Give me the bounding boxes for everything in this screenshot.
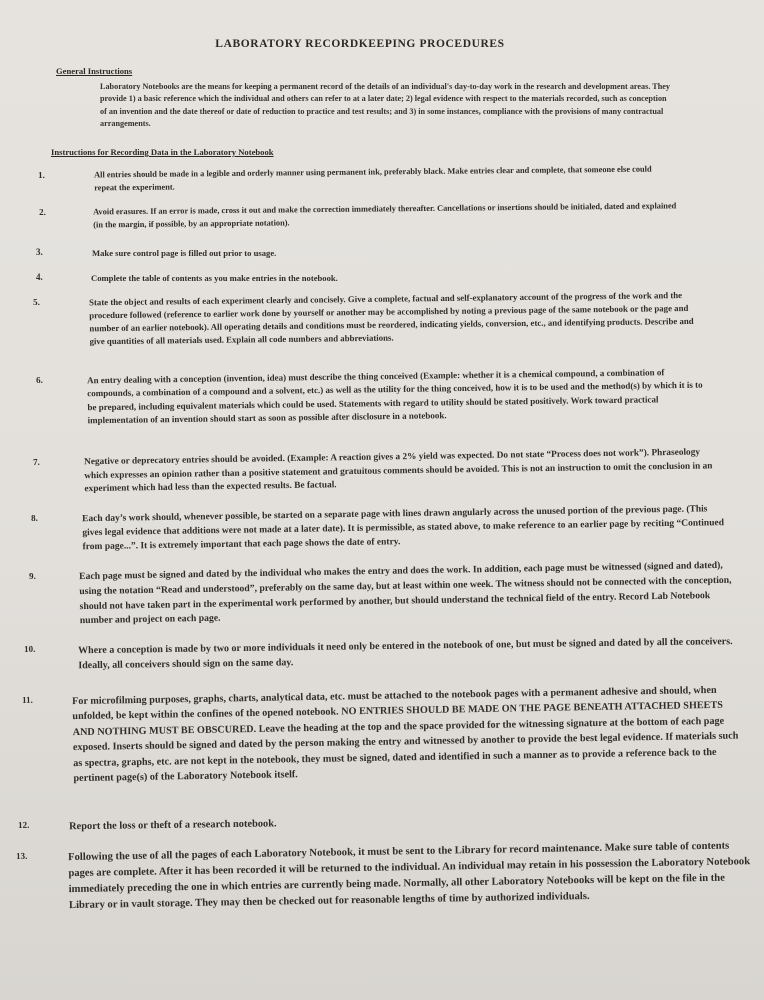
item-text: An entry dealing with a conception (invention, idea) must describe the thing conceived (Example: whether it is a chemical compound, a combination of compounds, a combination of a compound and a solvent, etc.) as well as the utility for the thing conceived, how it is to be used and the method(s) by which it is to be prepared, including equivalent materials which could be used. Statements with regard to utility should be stated positively. Work toward practical implementation of an invention should start as soon as possible after disclosure in a notebook. [87,367,703,426]
item-number: 11. [22,694,33,705]
item-text: For microfilming purposes, graphs, charts, analytical data, etc. must be attached to the notebook pages with a permanent adhesive and should, when unfolded, be kept within the confines of the opened notebook. NO ENTRIES SHOULD BE MADE ON THE PAGE BENEATH ATTACHED SHEETS AND NOTHING MUST BE OBSCURED. Leave the heading at the top and the space provided for the witnessing signature at the bottom of each page exposed. Inserts should be signed and dated by the person making the entry and witnessed by another to provide the best legal evidence. If materials such as spectra, graphs, etc. are not kept in the notebook, they must be signed, dated and identified in such a manner as to provide a reference back to the pertinent page(s) of the Laboratory Notebook itself. [72,684,739,785]
item-number: 2. [39,206,46,217]
item-text: Each page must be signed and dated by the individual who makes the entry and does the work. In addition, each page must be witnessed (signed and dated), using the notation “Read and understood”, preferably on the same day, but at least within one week. The witness should not be connected with the conception, should not have taken part in the experimental work performed by another, but should understand the technical field of the entry. Record Lab Notebook number and project on each page. [79,559,732,627]
page-title: LABORATORY RECORDKEEPING PROCEDURES [215,38,505,50]
item-number: 3. [36,247,43,257]
item-number: 1. [38,169,45,180]
item-text: Complete the table of contents as you make entries in the notebook. [91,273,338,283]
recording-instructions-heading: Instructions for Recording Data in the Laboratory Notebook [51,147,274,157]
item-text: Following the use of all the pages of each Laboratory Notebook, it must be sent to the Library for record maintenance. Make sure table of contents pages are complete. After it has been recorded it will be returned to the individual. An individual may retain in his possession the Laboratory Notebook immediately preceding the one in which entries are currently being made. Normally, all other Laboratory Notebooks will be kept on the file in the Library or in vault storage. They may then be checked out for reasonable lengths of time by authorized individuals. [68,840,751,911]
item-text: Each day’s work should, whenever possible, be started on a separate page with lines drawn angularly across the unused portion of the previous page. (This gives legal evidence that additions were not made at a later date). It is permissible, as stated above, to make reference to an earlier page by reciting “Continued from page...”. It is extremely important that each page shows the date of entry. [82,504,725,553]
item-text: State the object and results of each experiment clearly and concisely. Give a complete, factual and self-explanatory account of the progress of the work and the procedure followed (reference to earlier work done by yourself or another may be accomplished by noting a previous page of the same notebook or the page and number of an earlier notebook). All operating details and conditions must be reordered, indicating yields, conversion, etc., and identifying products. Describe and give quantities of all materials used. Explain all code numbers and abbreviations. [89,290,694,347]
item-number: 6. [36,374,43,385]
item-number: 7. [33,456,40,467]
item-text: Where a conception is made by two or more individuals it need only be entered in the notebook of one, but must be signed and dated by all the conceivers. Ideally, all conceivers should sign on the same day. [78,636,733,672]
item-text: Make sure control page is filled out prior to usage. [92,248,277,258]
item-text: Negative or deprecatory entries should be avoided. (Example: A reaction gives a 2% yield was expected. Do not state “Process does not work”). Phraseology which expresses an opinion rather than a positive statement and gratuitous comments should be avoided. This is not an instruction to omit the conclusion in an experiment which had less than the expected results. Be factual. [84,447,713,495]
item-number: 10. [24,643,36,654]
item-number: 13. [16,850,28,861]
item-text: Report the loss or theft of a research notebook. [69,818,277,833]
item-text: All entries should be made in a legible and orderly manner using permanent ink, preferably black. Make entries clear and complete, that someone else could repeat the experiment. [94,164,652,193]
item-number: 5. [33,296,40,307]
item-number: 4. [36,272,43,282]
general-instructions-text: Laboratory Notebooks are the means for keeping a permanent record of the details of an individual's day-to-day work in the research and development areas. They provide 1) a basic reference which the individual and others can refer to at a later date; 2) legal evidence with respect to the materials recorded, such as conception of an invention and the date thereof or date of reduction to practice and test results; and 3) in some instances, compliance with the provisions of many contractual arrangements. [100,82,671,128]
item-number: 9. [29,570,36,581]
general-instructions-heading: General Instructions [56,66,133,76]
item-number: 8. [31,512,38,523]
item-number: 12. [18,819,30,830]
item-text: Avoid erasures. If an error is made, cross it out and make the correction immediately thereafter. Cancellations or insertions should be initialed, dated and explained (in the margin, if possible, by an appropriate notation). [93,201,677,230]
